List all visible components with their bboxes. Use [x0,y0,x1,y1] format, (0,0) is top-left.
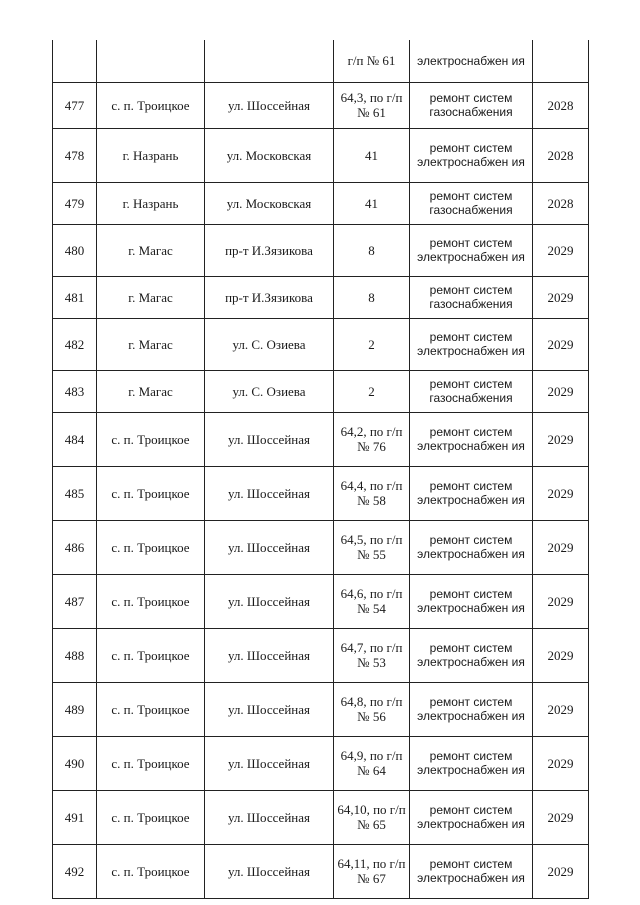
house-cell: 64,2, по г/п № 76 [334,412,410,466]
year-cell: 2029 [533,628,589,682]
row-number: 477 [53,82,97,128]
work-type-cell: ремонт систем газоснабжения [410,276,533,318]
table-row [53,318,589,370]
work-type-cell: ремонт систем электроснабжен ия [410,412,533,466]
row-number: 479 [53,182,97,224]
street-cell: пр-т И.Зязикова [205,224,334,276]
row-number: 481 [53,276,97,318]
house-cell: 2 [334,370,410,412]
year-cell: 2028 [533,182,589,224]
settlement-cell: с. п. Троицкое [97,682,205,736]
row-number: 492 [53,844,97,898]
street-cell: ул. С. Озиева [205,370,334,412]
table-row [53,40,589,82]
work-type-cell: ремонт систем электроснабжен ия [410,790,533,844]
work-type-cell: ремонт систем электроснабжен ия [410,520,533,574]
settlement-cell: с. п. Троицкое [97,520,205,574]
street-cell: ул. Шоссейная [205,628,334,682]
work-type-cell: ремонт систем газоснабжения [410,182,533,224]
house-cell: 8 [334,224,410,276]
row-number: 484 [53,412,97,466]
work-type-cell: ремонт систем электроснабжен ия [410,318,533,370]
house-cell: 41 [334,182,410,224]
row-number: 483 [53,370,97,412]
table-row [53,682,589,736]
year-cell: 2029 [533,370,589,412]
table-row [53,276,589,318]
table-row [53,844,589,898]
year-cell: 2029 [533,844,589,898]
street-cell: ул. Шоссейная [205,466,334,520]
settlement-cell: с. п. Троицкое [97,790,205,844]
street-cell [205,40,334,82]
table-row [53,628,589,682]
street-cell: пр-т И.Зязикова [205,276,334,318]
settlement-cell: с. п. Троицкое [97,574,205,628]
settlement-cell: г. Магас [97,370,205,412]
work-type-cell: ремонт систем электроснабжен ия [410,736,533,790]
house-cell: 41 [334,128,410,182]
row-number: 491 [53,790,97,844]
house-cell: 64,4, по г/п № 58 [334,466,410,520]
year-cell: 2029 [533,276,589,318]
table-row [53,736,589,790]
work-type-cell: ремонт систем электроснабжен ия [410,466,533,520]
table-row [53,82,589,128]
house-cell: 64,10, по г/п № 65 [334,790,410,844]
year-cell: 2029 [533,574,589,628]
work-type-cell: ремонт систем электроснабжен ия [410,224,533,276]
row-number: 489 [53,682,97,736]
house-cell: 64,9, по г/п № 64 [334,736,410,790]
table-row [53,224,589,276]
year-cell: 2029 [533,318,589,370]
row-number: 486 [53,520,97,574]
table-row [53,574,589,628]
street-cell: ул. Шоссейная [205,520,334,574]
street-cell: ул. Шоссейная [205,412,334,466]
house-cell: 64,7, по г/п № 53 [334,628,410,682]
table-row [53,128,589,182]
row-number: 490 [53,736,97,790]
house-cell: 8 [334,276,410,318]
row-number [53,40,97,82]
house-cell: 64,11, по г/п № 67 [334,844,410,898]
settlement-cell: с. п. Троицкое [97,844,205,898]
house-cell: г/п № 61 [334,40,410,82]
year-cell: 2029 [533,790,589,844]
settlement-cell: г. Назрань [97,128,205,182]
year-cell: 2029 [533,736,589,790]
street-cell: ул. Шоссейная [205,574,334,628]
settlement-cell: с. п. Троицкое [97,82,205,128]
work-type-cell: ремонт систем газоснабжения [410,370,533,412]
house-cell: 64,8, по г/п № 56 [334,682,410,736]
year-cell: 2029 [533,520,589,574]
settlement-cell: с. п. Троицкое [97,412,205,466]
row-number: 487 [53,574,97,628]
settlement-cell: г. Магас [97,318,205,370]
street-cell: ул. Шоссейная [205,736,334,790]
work-type-cell: ремонт систем электроснабжен ия [410,128,533,182]
settlement-cell: г. Магас [97,224,205,276]
house-cell: 64,6, по г/п № 54 [334,574,410,628]
work-type-cell: ремонт систем электроснабжен ия [410,628,533,682]
street-cell: ул. Шоссейная [205,844,334,898]
table-row [53,370,589,412]
work-type-cell: ремонт систем электроснабжен ия [410,844,533,898]
street-cell: ул. Московская [205,128,334,182]
settlement-cell: с. п. Троицкое [97,736,205,790]
year-cell: 2029 [533,682,589,736]
row-number: 488 [53,628,97,682]
settlement-cell [97,40,205,82]
settlement-cell: с. п. Троицкое [97,628,205,682]
work-type-cell: ремонт систем электроснабжен ия [410,574,533,628]
table-row [53,520,589,574]
year-cell: 2028 [533,82,589,128]
table-row [53,790,589,844]
settlement-cell: г. Назрань [97,182,205,224]
table-row [53,466,589,520]
year-cell: 2029 [533,466,589,520]
street-cell: ул. Шоссейная [205,682,334,736]
settlement-cell: с. п. Троицкое [97,466,205,520]
year-cell: 2029 [533,412,589,466]
house-cell: 2 [334,318,410,370]
street-cell: ул. Шоссейная [205,82,334,128]
year-cell: 2029 [533,224,589,276]
table-row [53,412,589,466]
street-cell: ул. Шоссейная [205,790,334,844]
work-type-cell: ремонт систем газоснабжения [410,82,533,128]
house-cell: 64,3, по г/п № 61 [334,82,410,128]
street-cell: ул. Московская [205,182,334,224]
table-body [53,40,589,898]
year-cell: 2028 [533,128,589,182]
row-number: 485 [53,466,97,520]
work-type-cell: электроснабжен ия [410,40,533,82]
year-cell [533,40,589,82]
row-number: 480 [53,224,97,276]
row-number: 482 [53,318,97,370]
table-row [53,182,589,224]
work-type-cell: ремонт систем электроснабжен ия [410,682,533,736]
house-cell: 64,5, по г/п № 55 [334,520,410,574]
street-cell: ул. С. Озиева [205,318,334,370]
row-number: 478 [53,128,97,182]
settlement-cell: г. Магас [97,276,205,318]
repair-schedule-table [52,40,589,899]
